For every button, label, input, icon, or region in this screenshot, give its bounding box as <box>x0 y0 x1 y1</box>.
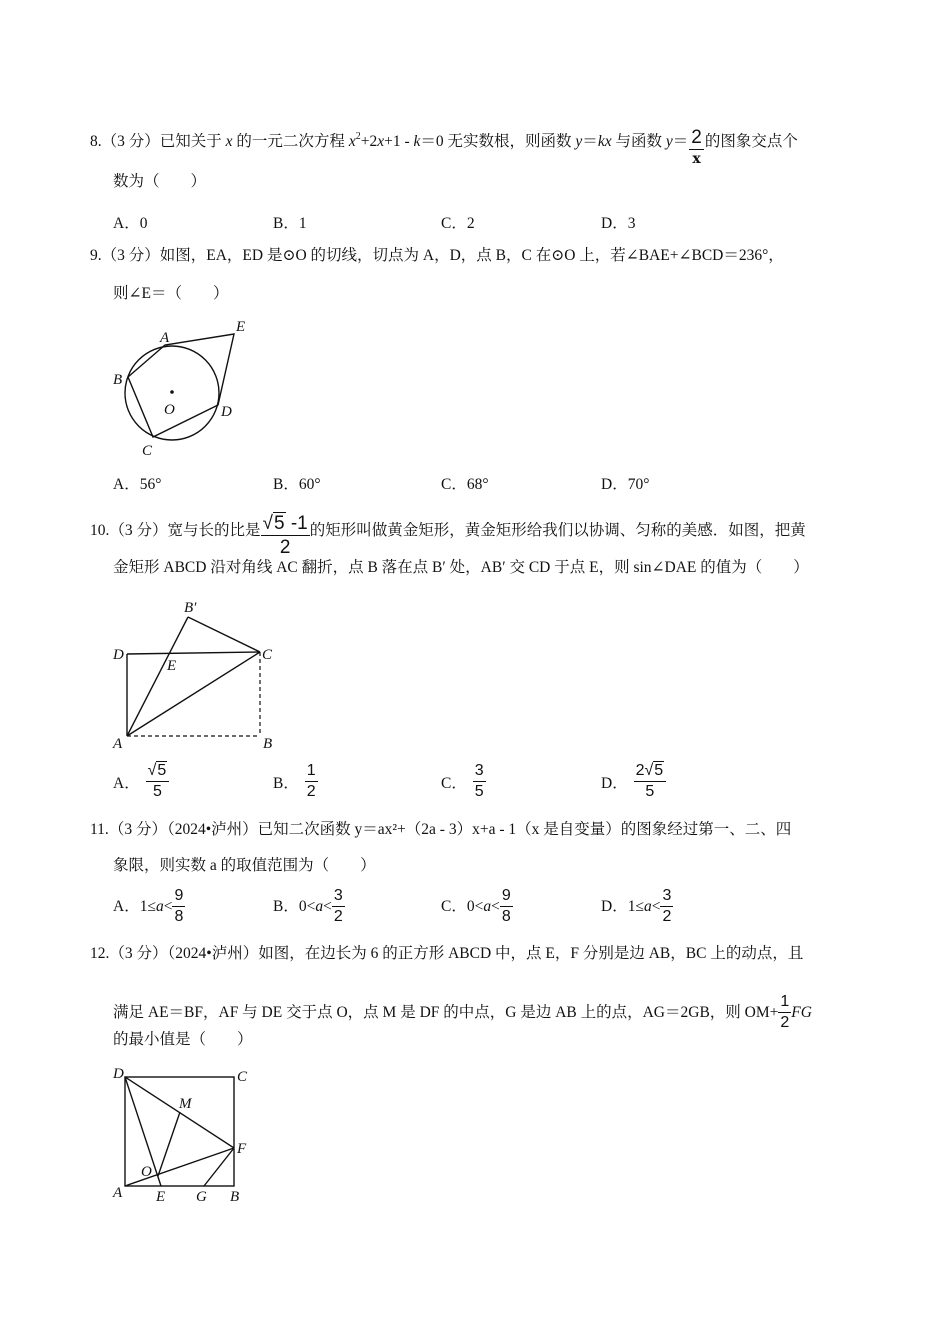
question-12-line-1: 12.（3 分）（2024•泸州）如图，在边长为 6 的正方形 ABCD 中，点 E，F 分别是边 AB，BC 上的动点，且 <box>90 945 804 962</box>
svg-text:E: E <box>167 658 177 674</box>
question-number: 12. <box>90 945 110 962</box>
option-b[interactable]: B． $\frac{1}{2}$ <box>273 762 316 800</box>
svg-text:D: D <box>113 1066 124 1082</box>
figure-circle-tangent <box>100 310 270 460</box>
option-b[interactable]: B．60° <box>273 476 321 493</box>
figure-square-abcd <box>100 1060 270 1210</box>
svg-text:D: D <box>113 647 124 663</box>
option-d[interactable]: D．1≤a< $\frac{3}{2}$ <box>601 887 672 925</box>
svg-text:A: A <box>113 1185 123 1201</box>
svg-text:M: M <box>179 1096 192 1112</box>
question-score: （3 分） <box>109 521 168 539</box>
svg-text:F: F <box>237 1141 247 1157</box>
svg-text:O: O <box>141 1164 152 1180</box>
question-number: 10. <box>90 521 110 539</box>
fraction-golden-ratio: $\frac{√5 -1}{2}$ <box>262 513 308 558</box>
question-score: （3 分） <box>109 945 168 962</box>
question-number: 11. <box>90 821 109 838</box>
svg-text:C: C <box>237 1069 248 1085</box>
option-a[interactable]: A． $\frac{√5}{5}$ <box>113 763 169 801</box>
question-score: （3 分） <box>101 247 160 264</box>
question-8-line-1: 8.（3 分）已知关于 x 的一元二次方程 $x^2+2x+1 - k=0$ 无实数根，则函数 y＝kx 与函数 y＝ $\frac{2}{x}$ 的图象交点个 <box>90 127 798 167</box>
option-a[interactable]: A．1≤a< $\frac{9}{8}$ <box>113 887 184 925</box>
figure-golden-rectangle <box>100 590 300 755</box>
svg-text:E: E <box>236 319 246 335</box>
question-source: （2024•泸州） <box>166 821 258 838</box>
svg-text:B: B <box>113 372 123 388</box>
svg-text:G: G <box>196 1189 207 1205</box>
option-c[interactable]: C．0<a< $\frac{9}{8}$ <box>441 887 511 925</box>
svg-text:O: O <box>164 402 175 418</box>
question-9-line-1: 9.（3 分）如图，EA，ED 是⊙O 的切线，切点为 A，D，点 B，C 在⊙O 上，若∠BAE+∠BCD＝236°， <box>90 247 784 264</box>
question-number: 9. <box>90 247 102 264</box>
question-12-line-3: 的最小值是（ ） <box>113 1031 253 1048</box>
option-d[interactable]: D． $\frac{2√5}{5}$ <box>601 763 666 801</box>
svg-text:E: E <box>156 1189 166 1205</box>
svg-text:D: D <box>221 404 232 420</box>
svg-text:B: B <box>263 736 273 752</box>
svg-text:C: C <box>262 647 273 663</box>
option-c[interactable]: C． $\frac{3}{5}$ <box>441 762 484 800</box>
question-8-line-2: 数为（ ） <box>113 173 207 190</box>
option-b[interactable]: B．1 <box>273 215 307 232</box>
svg-text:A: A <box>113 736 123 752</box>
svg-text:C: C <box>142 443 153 459</box>
question-10-line-1: 10.（3 分）宽与长的比是 $\frac{√5 -1}{2}$ 的矩形叫做黄金矩形，黄金矩形给我们以协调、匀称的美感．如图，把黄 <box>90 513 806 558</box>
question-score: （3 分） <box>108 821 167 838</box>
question-11-line-1: 11.（3 分）（2024•泸州）已知二次函数 y＝ax²+（2a - 3）x+a - 1（x 是自变量）的图象经过第一、二、四 <box>90 821 792 838</box>
option-d[interactable]: D．70° <box>601 476 650 493</box>
option-a[interactable]: A．56° <box>113 476 162 493</box>
question-11-line-2: 象限，则实数 a 的取值范围为（ ） <box>113 857 376 874</box>
question-9-line-2: 则∠E＝（ ） <box>113 285 229 302</box>
fraction-2-over-x: $\frac{2}{x}$ <box>691 127 702 167</box>
question-score: （3 分） <box>101 132 160 150</box>
question-source: （2024•泸州） <box>167 945 259 962</box>
option-b[interactable]: B．0<a< $\frac{3}{2}$ <box>273 887 343 925</box>
option-c[interactable]: C．2 <box>441 215 475 232</box>
option-c[interactable]: C．68° <box>441 476 489 493</box>
svg-text:A: A <box>160 330 170 346</box>
question-number: 8. <box>90 132 102 150</box>
option-a[interactable]: A．0 <box>113 215 148 232</box>
fraction-one-half: $\frac{1}{2}$ <box>780 993 790 1031</box>
svg-text:B: B <box>230 1189 240 1205</box>
svg-text:B′: B′ <box>184 600 197 616</box>
question-12-line-2: 满足 AE＝BF，AF 与 DE 交于点 O，点 M 是 DF 的中点，G 是边 AB 上的点，AG＝2GB，则 OM+ $\frac{1}{2}$ FG <box>113 993 812 1031</box>
option-d[interactable]: D．3 <box>601 215 636 232</box>
question-10-line-2: 金矩形 ABCD 沿对角线 AC 翻折，点 B 落在点 B′ 处，AB′ 交 CD 于点 E，则 sin∠DAE 的值为（ ） <box>113 559 809 576</box>
